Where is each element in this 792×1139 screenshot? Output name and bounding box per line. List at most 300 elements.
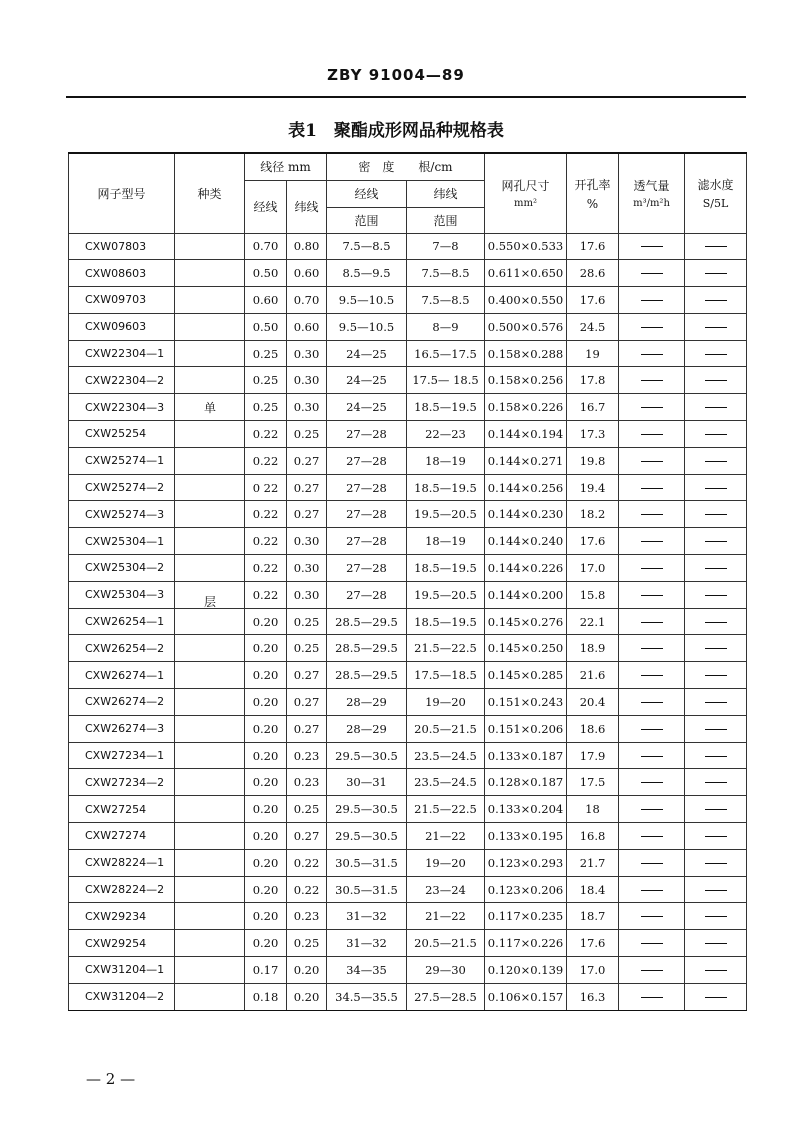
cell-diameter-warp: 0.50	[245, 313, 287, 340]
cell-type	[175, 742, 245, 769]
cell-type	[175, 421, 245, 448]
cell-type	[175, 823, 245, 850]
cell-model: CXW26274—1	[69, 662, 175, 689]
cell-aperture: 0.158×0.226	[485, 394, 567, 421]
cell-diameter-warp: 0.20	[245, 876, 287, 903]
cell-diameter-warp: 0.25	[245, 394, 287, 421]
cell-density-warp: 28.5—29.5	[327, 608, 407, 635]
dash-mark	[641, 997, 663, 999]
cell-type	[175, 635, 245, 662]
cell-diameter-weft: 0.23	[287, 903, 327, 930]
cell-diameter-warp: 0.22	[245, 447, 287, 474]
cell-density-weft: 20.5—21.5	[407, 715, 485, 742]
cell-diameter-warp: 0.25	[245, 367, 287, 394]
cell-air-permeability	[619, 930, 685, 957]
cell-density-warp: 30—31	[327, 769, 407, 796]
cell-density-warp: 9.5—10.5	[327, 313, 407, 340]
dash-mark	[705, 997, 727, 999]
table-row	[69, 823, 747, 850]
cell-air-permeability	[619, 849, 685, 876]
cell-aperture: 0.120×0.139	[485, 957, 567, 984]
cell-aperture: 0.133×0.187	[485, 742, 567, 769]
table-row	[69, 555, 747, 582]
dash-mark	[705, 300, 727, 302]
cell-model: CXW22304—3	[69, 394, 175, 421]
cell-diameter-warp: 0 22	[245, 474, 287, 501]
cell-diameter-weft: 0.80	[287, 233, 327, 260]
cell-density-weft: 19—20	[407, 689, 485, 716]
cell-air-permeability	[619, 662, 685, 689]
dash-mark	[705, 380, 727, 382]
header-density-weft: 纬线	[407, 180, 485, 207]
table-row	[69, 581, 747, 608]
cell-density-warp: 24—25	[327, 340, 407, 367]
dash-mark	[641, 756, 663, 758]
cell-aperture: 0.151×0.243	[485, 689, 567, 716]
dash-mark	[641, 541, 663, 543]
cell-density-warp: 27—28	[327, 447, 407, 474]
dash-mark	[705, 461, 727, 463]
cell-open-area: 16.3	[567, 983, 619, 1010]
cell-model: CXW28224—2	[69, 876, 175, 903]
cell-air-permeability	[619, 742, 685, 769]
table-row	[69, 421, 747, 448]
cell-density-weft: 17.5— 18.5	[407, 367, 485, 394]
cell-drainage	[685, 367, 747, 394]
cell-density-weft: 7—8	[407, 233, 485, 260]
cell-open-area: 17.8	[567, 367, 619, 394]
cell-model: CXW22304—1	[69, 340, 175, 367]
cell-open-area: 17.0	[567, 555, 619, 582]
table-row	[69, 367, 747, 394]
cell-drainage	[685, 983, 747, 1010]
cell-air-permeability	[619, 260, 685, 287]
cell-density-warp: 30.5—31.5	[327, 876, 407, 903]
table-row	[69, 501, 747, 528]
cell-type	[175, 957, 245, 984]
cell-density-weft: 21.5—22.5	[407, 796, 485, 823]
cell-model: CXW28224—1	[69, 849, 175, 876]
dash-mark	[705, 514, 727, 516]
dash-mark	[641, 729, 663, 731]
cell-model: CXW29254	[69, 930, 175, 957]
cell-open-area: 15.8	[567, 581, 619, 608]
cell-aperture: 0.106×0.157	[485, 983, 567, 1010]
cell-air-permeability	[619, 903, 685, 930]
cell-density-warp: 30.5—31.5	[327, 849, 407, 876]
table-row	[69, 394, 747, 421]
cell-density-warp: 28.5—29.5	[327, 635, 407, 662]
cell-open-area: 17.3	[567, 421, 619, 448]
cell-type	[175, 983, 245, 1010]
cell-model: CXW27274	[69, 823, 175, 850]
cell-type	[175, 447, 245, 474]
cell-open-area: 18.6	[567, 715, 619, 742]
cell-model: CXW25304—1	[69, 528, 175, 555]
dash-mark	[641, 648, 663, 650]
cell-model: CXW25304—2	[69, 555, 175, 582]
dash-mark	[641, 809, 663, 811]
dash-mark	[705, 970, 727, 972]
cell-density-weft: 21—22	[407, 823, 485, 850]
dash-mark	[705, 246, 727, 248]
cell-drainage	[685, 555, 747, 582]
cell-diameter-warp: 0.60	[245, 287, 287, 314]
cell-air-permeability	[619, 421, 685, 448]
dash-mark	[641, 836, 663, 838]
cell-air-permeability	[619, 233, 685, 260]
cell-drainage	[685, 823, 747, 850]
cell-drainage	[685, 769, 747, 796]
cell-aperture: 0.145×0.285	[485, 662, 567, 689]
cell-diameter-warp: 0.22	[245, 421, 287, 448]
cell-air-permeability	[619, 367, 685, 394]
cell-density-warp: 28.5—29.5	[327, 662, 407, 689]
cell-air-permeability	[619, 608, 685, 635]
cell-air-permeability	[619, 501, 685, 528]
header-air-perm-label: 透气量	[633, 179, 670, 194]
cell-drainage	[685, 287, 747, 314]
dash-mark	[641, 916, 663, 918]
cell-type	[175, 689, 245, 716]
cell-diameter-warp: 0.20	[245, 715, 287, 742]
cell-type	[175, 501, 245, 528]
cell-drainage	[685, 742, 747, 769]
cell-diameter-weft: 0.30	[287, 528, 327, 555]
header-air-perm-unit: m³/m²h	[633, 198, 670, 210]
cell-diameter-warp: 0.25	[245, 340, 287, 367]
cell-air-permeability	[619, 715, 685, 742]
cell-type	[175, 608, 245, 635]
dash-mark	[641, 702, 663, 704]
dash-mark	[641, 890, 663, 892]
spec-table	[68, 152, 747, 1011]
cell-open-area: 17.6	[567, 528, 619, 555]
cell-open-area: 16.8	[567, 823, 619, 850]
table-caption: 表1 聚酯成形网品种规格表	[288, 121, 504, 141]
cell-density-weft: 17.5—18.5	[407, 662, 485, 689]
cell-type	[175, 287, 245, 314]
cell-density-warp: 27—28	[327, 528, 407, 555]
cell-open-area: 17.6	[567, 930, 619, 957]
dash-mark	[641, 273, 663, 275]
cell-open-area: 19.4	[567, 474, 619, 501]
cell-drainage	[685, 474, 747, 501]
cell-open-area: 21.6	[567, 662, 619, 689]
dash-mark	[705, 702, 727, 704]
dash-mark	[641, 943, 663, 945]
cell-density-weft: 18.5—19.5	[407, 474, 485, 501]
table-body	[69, 233, 747, 1010]
cell-air-permeability	[619, 769, 685, 796]
cell-drainage	[685, 957, 747, 984]
cell-air-permeability	[619, 340, 685, 367]
cell-model: CXW26254—1	[69, 608, 175, 635]
dash-mark	[705, 541, 727, 543]
cell-model: CXW29234	[69, 903, 175, 930]
cell-aperture: 0.133×0.204	[485, 796, 567, 823]
cell-aperture: 0.145×0.276	[485, 608, 567, 635]
table-row	[69, 849, 747, 876]
cell-aperture: 0.158×0.288	[485, 340, 567, 367]
cell-air-permeability	[619, 287, 685, 314]
cell-model: CXW08603	[69, 260, 175, 287]
cell-density-warp: 24—25	[327, 394, 407, 421]
dash-mark	[641, 380, 663, 382]
cell-density-warp: 31—32	[327, 930, 407, 957]
table-row	[69, 287, 747, 314]
table-row	[69, 313, 747, 340]
cell-density-weft: 29—30	[407, 957, 485, 984]
cell-diameter-weft: 0.25	[287, 930, 327, 957]
standard-code: ZBY 91004—89	[327, 66, 465, 84]
cell-density-warp: 34.5—35.5	[327, 983, 407, 1010]
cell-density-warp: 27—28	[327, 421, 407, 448]
dash-mark	[641, 622, 663, 624]
cell-drainage	[685, 581, 747, 608]
cell-drainage	[685, 501, 747, 528]
cell-density-weft: 7.5—8.5	[407, 260, 485, 287]
cell-diameter-weft: 0.27	[287, 662, 327, 689]
cell-open-area: 19.8	[567, 447, 619, 474]
table-row	[69, 930, 747, 957]
header-type: 种类	[175, 153, 245, 233]
cell-model: CXW31204—2	[69, 983, 175, 1010]
cell-drainage	[685, 608, 747, 635]
cell-open-area: 17.6	[567, 287, 619, 314]
cell-density-weft: 18.5—19.5	[407, 394, 485, 421]
cell-density-warp: 31—32	[327, 903, 407, 930]
cell-type	[175, 876, 245, 903]
cell-model: CXW07803	[69, 233, 175, 260]
table-row	[69, 903, 747, 930]
cell-diameter-warp: 0.22	[245, 528, 287, 555]
table-row	[69, 715, 747, 742]
cell-diameter-weft: 0.22	[287, 876, 327, 903]
cell-diameter-weft: 0.23	[287, 742, 327, 769]
header-diameter-warp: 经线	[245, 180, 287, 233]
header-drainage-unit: S/5L	[702, 197, 729, 211]
cell-diameter-warp: 0.18	[245, 983, 287, 1010]
cell-density-warp: 28—29	[327, 689, 407, 716]
cell-aperture: 0.151×0.206	[485, 715, 567, 742]
dash-mark	[705, 595, 727, 597]
dash-mark	[641, 863, 663, 865]
cell-model: CXW22304—2	[69, 367, 175, 394]
cell-diameter-warp: 0.20	[245, 849, 287, 876]
table-row	[69, 876, 747, 903]
cell-type	[175, 903, 245, 930]
cell-model: CXW09603	[69, 313, 175, 340]
cell-diameter-warp: 0.22	[245, 581, 287, 608]
cell-density-weft: 23.5—24.5	[407, 769, 485, 796]
cell-diameter-weft: 0.30	[287, 367, 327, 394]
cell-drainage	[685, 421, 747, 448]
dash-mark	[641, 514, 663, 516]
cell-density-weft: 16.5—17.5	[407, 340, 485, 367]
cell-type	[175, 796, 245, 823]
cell-open-area: 17.5	[567, 769, 619, 796]
header-rule	[66, 96, 746, 98]
cell-model: CXW25254	[69, 421, 175, 448]
cell-air-permeability	[619, 876, 685, 903]
cell-air-permeability	[619, 823, 685, 850]
cell-open-area: 17.6	[567, 233, 619, 260]
cell-diameter-warp: 0.20	[245, 903, 287, 930]
cell-diameter-weft: 0.27	[287, 501, 327, 528]
header-aperture-unit: mm²	[514, 198, 537, 210]
dash-mark	[705, 943, 727, 945]
cell-type	[175, 313, 245, 340]
cell-aperture: 0.117×0.235	[485, 903, 567, 930]
cell-density-warp: 29.5—30.5	[327, 823, 407, 850]
cell-type	[175, 474, 245, 501]
cell-drainage	[685, 662, 747, 689]
cell-diameter-warp: 0.50	[245, 260, 287, 287]
table-row	[69, 340, 747, 367]
cell-density-weft: 18.5—19.5	[407, 608, 485, 635]
cell-diameter-weft: 0.27	[287, 447, 327, 474]
cell-drainage	[685, 394, 747, 421]
table-row	[69, 689, 747, 716]
cell-diameter-weft: 0.27	[287, 715, 327, 742]
header-drainage-label: 滤水度	[697, 178, 734, 193]
cell-model: CXW27254	[69, 796, 175, 823]
dash-mark	[641, 327, 663, 329]
cell-type	[175, 340, 245, 367]
dash-mark	[705, 782, 727, 784]
table-row	[69, 662, 747, 689]
table-row	[69, 769, 747, 796]
cell-open-area: 21.7	[567, 849, 619, 876]
dash-mark	[641, 568, 663, 570]
cell-open-area: 24.5	[567, 313, 619, 340]
cell-diameter-warp: 0.20	[245, 608, 287, 635]
cell-aperture: 0.133×0.195	[485, 823, 567, 850]
cell-type	[175, 233, 245, 260]
header-air-permeability	[619, 153, 685, 233]
cell-diameter-weft: 0.27	[287, 474, 327, 501]
cell-type	[175, 555, 245, 582]
cell-density-weft: 8—9	[407, 313, 485, 340]
cell-model: CXW09703	[69, 287, 175, 314]
header-drainage	[685, 153, 747, 233]
cell-open-area: 17.9	[567, 742, 619, 769]
cell-drainage	[685, 635, 747, 662]
header-aperture	[485, 153, 567, 233]
dash-mark	[705, 675, 727, 677]
cell-diameter-weft: 0.60	[287, 260, 327, 287]
dash-mark	[641, 970, 663, 972]
cell-density-weft: 18—19	[407, 447, 485, 474]
cell-density-warp: 29.5—30.5	[327, 796, 407, 823]
type-label-ceng: 层	[204, 595, 217, 609]
cell-open-area: 28.6	[567, 260, 619, 287]
cell-type	[175, 769, 245, 796]
cell-diameter-warp: 0.20	[245, 689, 287, 716]
cell-diameter-weft: 0.30	[287, 581, 327, 608]
header-open-area-unit: %	[586, 196, 599, 211]
table-row	[69, 957, 747, 984]
cell-type	[175, 662, 245, 689]
cell-open-area: 18	[567, 796, 619, 823]
cell-diameter-weft: 0.60	[287, 313, 327, 340]
cell-model: CXW25274—3	[69, 501, 175, 528]
cell-drainage	[685, 340, 747, 367]
cell-density-weft: 20.5—21.5	[407, 930, 485, 957]
header-density-warp-range: 范围	[327, 207, 407, 233]
cell-type	[175, 260, 245, 287]
dash-mark	[705, 809, 727, 811]
cell-diameter-weft: 0.20	[287, 957, 327, 984]
dash-mark	[705, 354, 727, 356]
table-row	[69, 608, 747, 635]
cell-model: CXW27234—1	[69, 742, 175, 769]
dash-mark	[705, 488, 727, 490]
cell-diameter-weft: 0.25	[287, 796, 327, 823]
dash-mark	[705, 568, 727, 570]
cell-density-weft: 23.5—24.5	[407, 742, 485, 769]
dash-mark	[705, 273, 727, 275]
header-open-area-label: 开孔率	[574, 177, 611, 192]
header-density-weft-range: 范围	[407, 207, 485, 233]
table-row	[69, 983, 747, 1010]
cell-diameter-weft: 0.30	[287, 394, 327, 421]
table-row	[69, 742, 747, 769]
cell-density-weft: 19.5—20.5	[407, 501, 485, 528]
cell-diameter-weft: 0.70	[287, 287, 327, 314]
cell-diameter-weft: 0.27	[287, 823, 327, 850]
cell-open-area: 17.0	[567, 957, 619, 984]
cell-aperture: 0.144×0.240	[485, 528, 567, 555]
header-diameter: 线径 mm	[245, 153, 327, 180]
cell-diameter-warp: 0.70	[245, 233, 287, 260]
cell-model: CXW25274—1	[69, 447, 175, 474]
cell-open-area: 18.4	[567, 876, 619, 903]
cell-open-area: 18.7	[567, 903, 619, 930]
type-label-dan: 单	[204, 401, 217, 415]
cell-drainage	[685, 233, 747, 260]
cell-open-area: 18.9	[567, 635, 619, 662]
cell-drainage	[685, 796, 747, 823]
dash-mark	[705, 648, 727, 650]
table-row	[69, 796, 747, 823]
table-row	[69, 233, 747, 260]
cell-diameter-warp: 0.20	[245, 823, 287, 850]
cell-drainage	[685, 313, 747, 340]
cell-density-warp: 28—29	[327, 715, 407, 742]
table-row	[69, 635, 747, 662]
header-open-area	[567, 153, 619, 233]
cell-air-permeability	[619, 689, 685, 716]
cell-open-area: 22.1	[567, 608, 619, 635]
cell-density-warp: 24—25	[327, 367, 407, 394]
cell-aperture: 0.144×0.200	[485, 581, 567, 608]
cell-diameter-warp: 0.22	[245, 555, 287, 582]
table-row	[69, 474, 747, 501]
dash-mark	[641, 461, 663, 463]
cell-diameter-weft: 0.25	[287, 635, 327, 662]
cell-air-permeability	[619, 983, 685, 1010]
cell-density-warp: 7.5—8.5	[327, 233, 407, 260]
cell-density-warp: 8.5—9.5	[327, 260, 407, 287]
dash-mark	[641, 595, 663, 597]
cell-type	[175, 367, 245, 394]
cell-diameter-weft: 0.20	[287, 983, 327, 1010]
cell-diameter-weft: 0.30	[287, 340, 327, 367]
cell-density-warp: 34—35	[327, 957, 407, 984]
cell-diameter-warp: 0.20	[245, 662, 287, 689]
